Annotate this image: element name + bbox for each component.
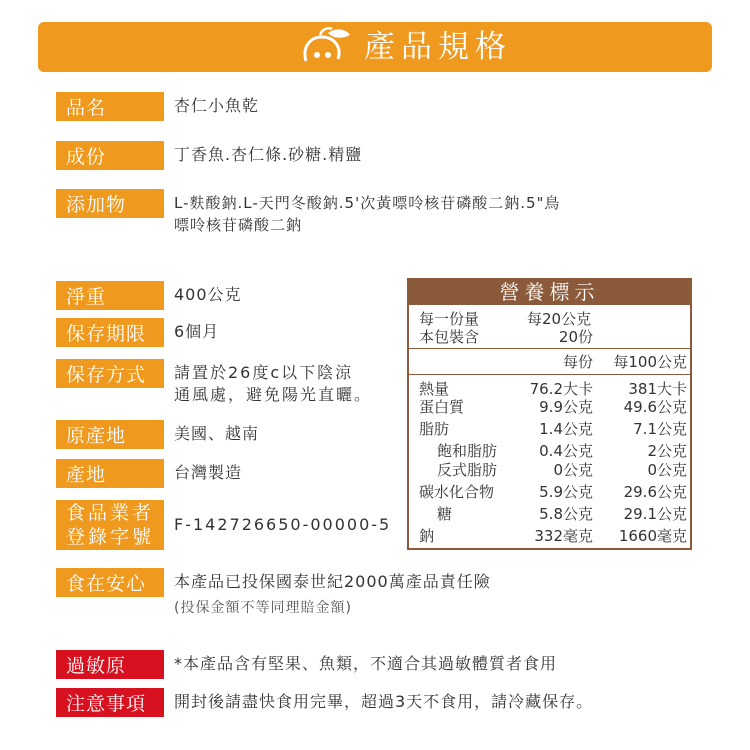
nutrient-per-100g: 1660毫克 xyxy=(618,527,687,545)
label-ingredients xyxy=(56,141,164,170)
col-per-serving: 每份 xyxy=(562,353,593,371)
value-storage-line1: 請置於26度c以下陰涼 xyxy=(174,363,354,382)
label-storage xyxy=(56,359,164,388)
label-text: 添加物 xyxy=(66,194,127,216)
label-text: 食在安心 xyxy=(66,573,147,595)
nutrient-per-serving: 9.9公克 xyxy=(539,398,593,416)
value-name: 杏仁小魚乾 xyxy=(174,96,260,115)
orange-fruit-icon xyxy=(298,25,360,71)
label-shelf-life xyxy=(56,318,164,347)
nutrient-per-serving: 0公克 xyxy=(553,461,593,479)
nutrient-per-100g: 49.6公克 xyxy=(623,398,687,416)
nutrient-name: 脂肪 xyxy=(419,420,450,438)
value-insurance: 本產品已投保國泰世紀2000萬產品責任險 xyxy=(174,572,491,591)
nutrient-per-serving: 5.8公克 xyxy=(539,505,593,523)
label-text: 保存期限 xyxy=(66,323,147,345)
value-additives-line2: 嘌呤核苷磷酸二鈉 xyxy=(174,216,303,234)
nutrient-per-serving: 0.4公克 xyxy=(539,442,593,460)
label-producer xyxy=(56,459,164,488)
page-title: 產品規格 xyxy=(364,29,512,65)
servings-per-pack-value: 20份 xyxy=(558,328,593,346)
serving-size-value: 每20公克 xyxy=(527,310,592,328)
nutrient-per-100g: 7.1公克 xyxy=(633,420,687,438)
value-allergen: *本產品含有堅果、魚類，不適合其過敏體質者食用 xyxy=(174,654,558,673)
nutrient-name: 熱量 xyxy=(419,380,450,398)
nutrient-per-serving: 76.2大卡 xyxy=(529,380,593,398)
col-per-100g: 每100公克 xyxy=(613,353,687,371)
nutrient-per-100g: 29.6公克 xyxy=(623,483,687,501)
label-insurance xyxy=(56,568,164,597)
nutrient-name: 飽和脂肪 xyxy=(437,442,498,460)
value-storage-line2: 通風處，避免陽光直曬。 xyxy=(174,385,373,404)
value-ingredients: 丁香魚.杏仁條.砂糖.精鹽 xyxy=(174,145,363,164)
label-text: 過敏原 xyxy=(66,655,127,677)
nutrient-per-100g: 29.1公克 xyxy=(623,505,687,523)
nutrient-per-100g: 0公克 xyxy=(647,461,687,479)
nutrient-name: 鈉 xyxy=(419,527,435,545)
value-additives-line1: L-麩酸鈉.L-天門冬酸鈉.5'次黃嘌呤核苷磷酸二鈉.5"鳥 xyxy=(174,194,561,212)
label-text: 淨重 xyxy=(66,286,107,308)
nutrient-per-100g: 381大卡 xyxy=(628,380,687,398)
nutrient-name: 碳水化合物 xyxy=(419,483,495,501)
value-shelf-life: 6個月 xyxy=(174,322,220,341)
label-text: 成份 xyxy=(66,146,107,168)
value-registration: F-142726650-00000-5 xyxy=(174,515,392,534)
label-registration xyxy=(56,500,164,550)
label-text: 原產地 xyxy=(66,425,127,447)
label-text: 產地 xyxy=(66,464,107,486)
label-additives xyxy=(56,189,164,218)
nutrient-name: 糖 xyxy=(437,505,453,523)
nutrient-name: 蛋白質 xyxy=(419,398,465,416)
label-net-weight xyxy=(56,281,164,310)
label-text-line1: 食品業者 xyxy=(65,502,154,524)
serving-size-label: 每一份量 xyxy=(419,310,480,328)
divider xyxy=(409,374,690,375)
nutrition-title: 營養標示 xyxy=(409,280,690,305)
title-banner xyxy=(38,22,712,72)
value-origin: 美國、越南 xyxy=(174,424,260,443)
nutrient-per-serving: 332毫克 xyxy=(534,527,593,545)
label-allergen xyxy=(56,650,164,679)
servings-per-pack-label: 本包裝含 xyxy=(419,328,480,346)
nutrient-per-100g: 2公克 xyxy=(647,442,687,460)
divider xyxy=(409,348,690,349)
nutrient-per-serving: 5.9公克 xyxy=(539,483,593,501)
label-origin xyxy=(56,420,164,449)
label-text: 保存方式 xyxy=(66,364,147,386)
label-text: 注意事項 xyxy=(66,693,147,715)
insurance-note: (投保金額不等同理賠金額) xyxy=(174,600,352,616)
label-name xyxy=(56,92,164,121)
nutrient-name: 反式脂肪 xyxy=(437,461,498,479)
label-caution xyxy=(56,688,164,717)
value-caution: 開封後請盡快食用完畢，超過3天不食用，請冷藏保存。 xyxy=(174,692,594,711)
value-net-weight: 400公克 xyxy=(174,285,242,304)
label-text-line2: 登錄字號 xyxy=(65,526,154,548)
value-producer: 台灣製造 xyxy=(174,463,243,482)
label-text: 品名 xyxy=(66,97,107,119)
nutrition-facts-table xyxy=(407,278,692,550)
nutrient-per-serving: 1.4公克 xyxy=(539,420,593,438)
